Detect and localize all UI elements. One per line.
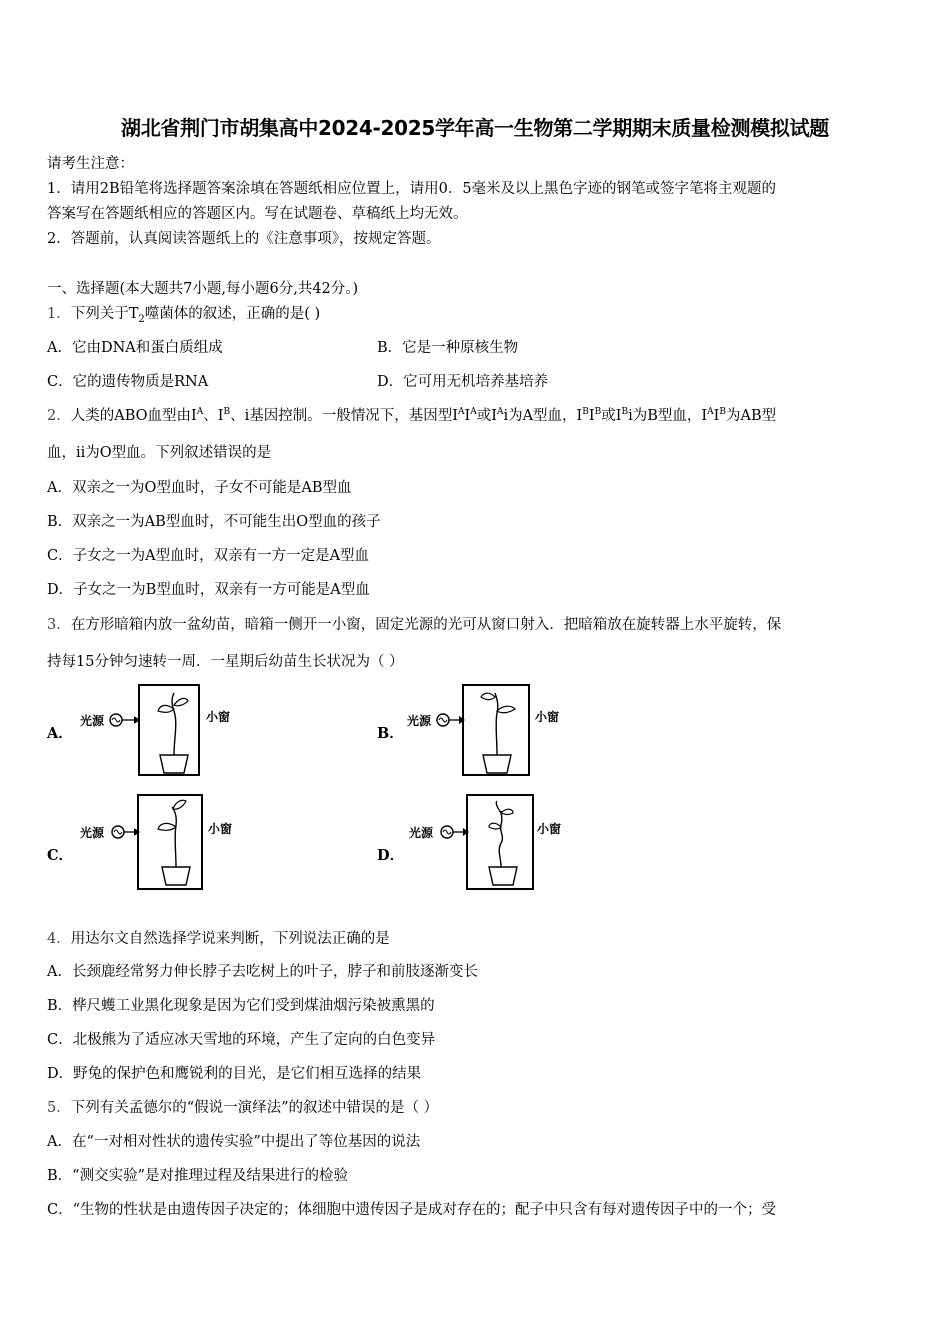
seedling-figure-a (76, 683, 266, 779)
question-4-option-b: B．桦尺蠖工业黑化现象是因为它们受到煤油烟污染被熏黑的 (47, 998, 435, 1014)
figure-a-label: A． (47, 725, 73, 742)
question-5-option-a: A．在“一对相对性状的遗传实验”中提出了等位基因的说法 (47, 1134, 421, 1150)
question-4-option-d: D．野兔的保护色和鹰锐利的目光，是它们相互选择的结果 (47, 1066, 422, 1082)
figure-b-label: B． (377, 725, 404, 742)
question-5-option-b: B．“测交实验”是对推理过程及结果进行的检验 (47, 1168, 348, 1184)
seedling-figure-c (76, 793, 266, 891)
notice-item-2: 2．答题前，认真阅读答题纸上的《注意事项》，按规定答题。 (47, 231, 441, 247)
window-label: 小窗 (208, 822, 233, 836)
window-label: 小窗 (537, 822, 562, 836)
light-source-label: 光源 (80, 826, 105, 840)
question-1-option-a: A．它由DNA和蛋白质组成 (47, 340, 223, 356)
question-2-option-d: D．子女之一为B型血时，双亲有一方可能是A型血 (47, 582, 370, 598)
question-4-option-a: A．长颈鹿经常努力伸长脖子去吃树上的叶子，脖子和前肢逐渐变长 (47, 964, 478, 980)
question-1-option-c: C．它的遗传物质是RNA (47, 374, 209, 390)
question-2-stem-line-1: 2．人类的ABO血型由$I^A$、$I^B$、i基因控制。一般情况下，基因型$I^AI^A$或$I^Ai$为A型血，$I^BI^B$或$I^Bi$为B型血，$I^AI^B$为AB型 (47, 407, 777, 424)
window-label: 小窗 (535, 710, 560, 724)
question-4-stem: 4．用达尔文自然选择学说来判断，下列说法正确的是 (47, 931, 390, 947)
question-5-stem: 5．下列有关孟德尔的“假说一演绎法”的叙述中错误的是（ ） (47, 1100, 439, 1116)
notice-heading: 请考生注意： (47, 156, 134, 172)
question-3-stem-line-1: 3．在方形暗箱内放一盆幼苗，暗箱一侧开一小窗，固定光源的光可从窗口射入．把暗箱放在旋转器上水平旋转，保 (47, 617, 782, 633)
question-2-option-a: A．双亲之一为O型血时，子女不可能是AB型血 (47, 480, 352, 496)
light-source-label: 光源 (409, 826, 434, 840)
seedling-figure-d (405, 793, 595, 891)
question-1-option-b: B．它是一种原核生物 (377, 340, 519, 356)
seedling-figure-b (405, 683, 595, 779)
question-2-stem-line-2: 血，ii为O型血。下列叙述错误的是 (47, 445, 272, 461)
page-title: 湖北省荆门市胡集高中2024-2025学年高一生物第二学期期末质量检测模拟试题 (121, 116, 829, 140)
question-3-stem-line-2: 持每15分钟匀速转一周．一星期后幼苗生长状况为（ ） (47, 654, 404, 670)
light-source-label: 光源 (80, 714, 105, 728)
figure-d-label: D． (377, 847, 405, 864)
figure-c-label: C． (47, 847, 74, 864)
question-4-option-c: C．北极熊为了适应冰天雪地的环境，产生了定向的白色变异 (47, 1032, 436, 1048)
question-1-stem: 1．下列关于$T_2$噬菌体的叙述，正确的是( ) (47, 306, 321, 325)
question-2-option-b: B．双亲之一为AB型血时，不可能生出O型血的孩子 (47, 514, 381, 530)
notice-item-1-line-1: 1．请用2B铅笔将选择题答案涂填在答题纸相应位置上，请用0．5毫米及以上黑色字迹的钢笔或签字笔将主观题的 (47, 181, 777, 197)
question-5-option-c: C．“生物的性状是由遗传因子决定的；体细胞中遗传因子是成对存在的；配子中只含有每对遗传因子中的一个；受 (47, 1202, 777, 1218)
notice-item-1-line-2: 答案写在答题纸相应的答题区内。写在试题卷、草稿纸上均无效。 (47, 206, 468, 222)
window-label: 小窗 (206, 710, 231, 724)
question-1-option-d: D．它可用无机培养基培养 (377, 374, 549, 390)
light-source-label: 光源 (407, 714, 432, 728)
question-2-option-c: C．子女之一为A型血时，双亲有一方一定是A型血 (47, 548, 370, 564)
section-heading: 一、选择题(本大题共7小题,每小题6分,共42分。) (47, 281, 359, 297)
question-number: 1． (47, 306, 71, 322)
